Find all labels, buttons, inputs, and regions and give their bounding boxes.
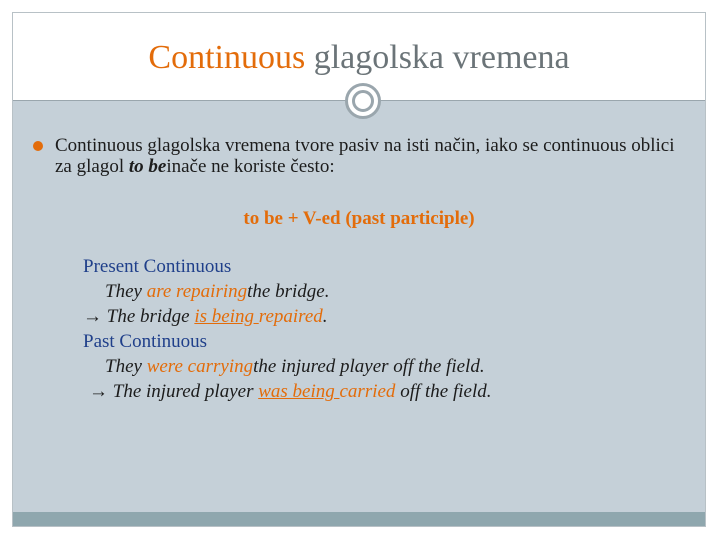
examples-block <box>83 254 491 404</box>
footer-band <box>13 512 705 526</box>
present-passive-end: . <box>322 306 328 327</box>
past-passive-aux: was being <box>258 381 340 402</box>
past-passive-participle: carried <box>339 381 401 402</box>
bullet-dot-icon <box>33 141 43 151</box>
slide-title <box>13 39 705 77</box>
bullet-part1: Continuous glagolska vremena tvore pasiv na isti način, iako se continuous oblici za glagol <box>55 135 675 177</box>
title-rest: glagolska vremena <box>305 39 570 76</box>
present-active-subject: They <box>105 281 147 302</box>
present-continuous-heading: Present Continuous <box>83 256 232 277</box>
past-active-sentence <box>83 354 491 379</box>
past-passive-sentence <box>83 379 491 404</box>
past-passive-rest: off the field. <box>400 381 492 402</box>
past-active-verb: were carrying <box>146 356 254 377</box>
circle-ornament-icon <box>345 83 381 119</box>
bullet-text <box>55 135 683 177</box>
title-accent: Continuous <box>148 39 306 76</box>
past-passive-subject: → The injured player <box>89 381 259 402</box>
bullet-emphasis: to be <box>128 156 167 177</box>
past-continuous-heading: Past Continuous <box>83 331 208 352</box>
slide <box>12 12 706 527</box>
present-passive-subject: → The bridge <box>83 306 195 327</box>
present-active-rest: the bridge. <box>247 281 330 302</box>
past-active-subject: They <box>105 356 147 377</box>
past-active-rest: the injured player off the field. <box>253 356 485 377</box>
bullet-item <box>33 135 683 177</box>
content-area <box>13 101 705 513</box>
present-passive-participle: repaired <box>258 306 323 327</box>
present-active-sentence <box>83 279 491 304</box>
formula: to be + V-ed (past participle) <box>243 208 475 229</box>
bullet-part2: inače ne koriste često: <box>166 156 335 177</box>
present-passive-aux: is being <box>194 306 259 327</box>
present-active-verb: are repairing <box>146 281 248 302</box>
present-passive-sentence <box>83 304 491 329</box>
circle-ornament-inner <box>352 90 374 112</box>
